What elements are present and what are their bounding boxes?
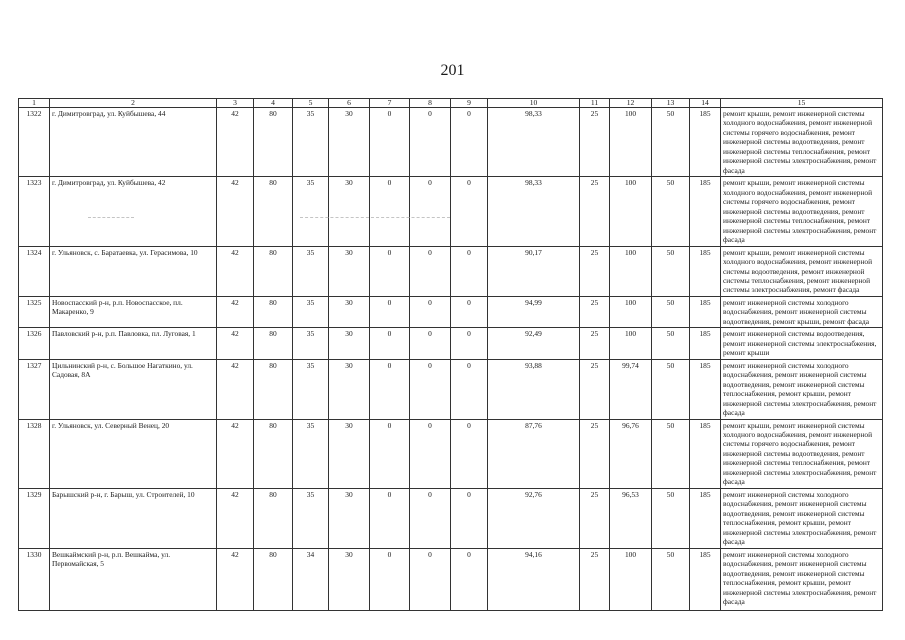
cell-col-4: 80 <box>254 296 293 327</box>
cell-col-11: 25 <box>580 246 610 296</box>
cell-col-12: 96,53 <box>610 488 652 548</box>
header-row <box>19 99 883 108</box>
cell-row-number: 1326 <box>19 328 50 359</box>
cell-col-12: 100 <box>610 246 652 296</box>
registry-table <box>18 98 883 611</box>
cell-col-8: 0 <box>410 177 451 246</box>
cell-col-8: 0 <box>410 246 451 296</box>
column-header: 8 <box>410 99 451 108</box>
cell-row-number: 1324 <box>19 246 50 296</box>
column-header: 12 <box>610 99 652 108</box>
cell-col-3: 42 <box>217 177 254 246</box>
cell-address: г. Ульяновск, с. Баратаевка, ул. Герасимова, 10 <box>50 246 217 296</box>
column-header: 10 <box>488 99 580 108</box>
cell-col-13: 50 <box>652 296 690 327</box>
cell-col-11: 25 <box>580 296 610 327</box>
cell-col-5: 35 <box>293 296 329 327</box>
scan-artifact-line <box>88 217 134 218</box>
scan-artifact-line <box>300 217 450 218</box>
cell-col-9: 0 <box>451 328 488 359</box>
cell-col-10: 90,17 <box>488 246 580 296</box>
cell-col-5: 35 <box>293 177 329 246</box>
cell-col-9: 0 <box>451 177 488 246</box>
cell-works-list: ремонт инженерной системы холодного водоснабжения, ремонт инженерной системы водоотведения, ремонт инженерной системы теплоснабжения, ремонт крыши, ремонт инженерной системы электроснабжения, ремонт фасада <box>721 548 883 610</box>
cell-col-5: 35 <box>293 488 329 548</box>
cell-col-12: 99,74 <box>610 359 652 419</box>
cell-works-list: ремонт инженерной системы холодного водоснабжения, ремонт инженерной системы водоотведения, ремонт инженерной системы теплоснабжения, ремонт крыши, ремонт инженерной системы электроснабжения, ремонт фасада <box>721 488 883 548</box>
cell-col-7: 0 <box>370 419 410 488</box>
column-header: 9 <box>451 99 488 108</box>
column-header: 15 <box>721 99 883 108</box>
cell-works-list: ремонт инженерной системы холодного водоснабжения, ремонт инженерной системы водоотведения, ремонт крыши, ремонт фасада <box>721 296 883 327</box>
column-header: 3 <box>217 99 254 108</box>
cell-works-list: ремонт крыши, ремонт инженерной системы холодного водоснабжения, ремонт инженерной системы водоотведения, ремонт инженерной системы теплоснабжения, ремонт инженерной системы электроснабжения, ремонт фасада <box>721 246 883 296</box>
cell-col-3: 42 <box>217 548 254 610</box>
cell-col-6: 30 <box>329 488 370 548</box>
cell-row-number: 1322 <box>19 108 50 177</box>
cell-col-11: 25 <box>580 108 610 177</box>
cell-col-3: 42 <box>217 419 254 488</box>
cell-col-3: 42 <box>217 328 254 359</box>
cell-col-6: 30 <box>329 296 370 327</box>
page-number: 201 <box>440 62 465 79</box>
cell-col-10: 98,33 <box>488 108 580 177</box>
cell-col-6: 30 <box>329 359 370 419</box>
cell-col-3: 42 <box>217 246 254 296</box>
cell-col-13: 50 <box>652 328 690 359</box>
cell-col-14: 185 <box>690 177 721 246</box>
column-header: 4 <box>254 99 293 108</box>
cell-col-14: 185 <box>690 488 721 548</box>
cell-col-11: 25 <box>580 177 610 246</box>
cell-col-5: 35 <box>293 359 329 419</box>
cell-col-3: 42 <box>217 488 254 548</box>
cell-col-12: 100 <box>610 296 652 327</box>
column-header: 1 <box>19 99 50 108</box>
cell-col-13: 50 <box>652 108 690 177</box>
cell-col-7: 0 <box>370 296 410 327</box>
cell-col-12: 100 <box>610 328 652 359</box>
cell-col-13: 50 <box>652 359 690 419</box>
cell-col-9: 0 <box>451 296 488 327</box>
cell-col-14: 185 <box>690 548 721 610</box>
table-row <box>19 548 883 610</box>
cell-row-number: 1327 <box>19 359 50 419</box>
cell-col-11: 25 <box>580 488 610 548</box>
cell-col-11: 25 <box>580 359 610 419</box>
cell-address: г. Димитровград, ул. Куйбышева, 44 <box>50 108 217 177</box>
cell-col-8: 0 <box>410 359 451 419</box>
table-row <box>19 359 883 419</box>
cell-address: Барышский р-н, г. Барыш, ул. Строителей, 10 <box>50 488 217 548</box>
column-header: 5 <box>293 99 329 108</box>
cell-row-number: 1330 <box>19 548 50 610</box>
cell-col-9: 0 <box>451 359 488 419</box>
cell-col-5: 35 <box>293 246 329 296</box>
cell-col-6: 30 <box>329 419 370 488</box>
table-row <box>19 419 883 488</box>
cell-col-7: 0 <box>370 359 410 419</box>
cell-col-6: 30 <box>329 177 370 246</box>
cell-col-13: 50 <box>652 246 690 296</box>
cell-col-7: 0 <box>370 328 410 359</box>
cell-col-3: 42 <box>217 296 254 327</box>
cell-col-12: 100 <box>610 548 652 610</box>
cell-col-12: 100 <box>610 108 652 177</box>
cell-col-7: 0 <box>370 488 410 548</box>
cell-row-number: 1325 <box>19 296 50 327</box>
cell-col-6: 30 <box>329 548 370 610</box>
cell-col-12: 100 <box>610 177 652 246</box>
cell-col-10: 92,49 <box>488 328 580 359</box>
cell-row-number: 1323 <box>19 177 50 246</box>
cell-address: г. Ульяновск, ул. Северный Венец, 20 <box>50 419 217 488</box>
cell-col-14: 185 <box>690 359 721 419</box>
cell-col-4: 80 <box>254 419 293 488</box>
cell-col-6: 30 <box>329 108 370 177</box>
cell-col-11: 25 <box>580 419 610 488</box>
cell-row-number: 1329 <box>19 488 50 548</box>
cell-col-4: 80 <box>254 359 293 419</box>
cell-col-5: 35 <box>293 419 329 488</box>
cell-col-6: 30 <box>329 328 370 359</box>
cell-col-4: 80 <box>254 548 293 610</box>
cell-col-8: 0 <box>410 548 451 610</box>
column-header: 6 <box>329 99 370 108</box>
cell-col-11: 25 <box>580 548 610 610</box>
cell-col-9: 0 <box>451 419 488 488</box>
table-row <box>19 108 883 177</box>
cell-col-8: 0 <box>410 296 451 327</box>
cell-col-10: 94,16 <box>488 548 580 610</box>
cell-col-6: 30 <box>329 246 370 296</box>
cell-col-7: 0 <box>370 548 410 610</box>
cell-col-8: 0 <box>410 419 451 488</box>
cell-col-13: 50 <box>652 488 690 548</box>
cell-col-14: 185 <box>690 328 721 359</box>
column-header: 11 <box>580 99 610 108</box>
cell-col-7: 0 <box>370 108 410 177</box>
cell-col-9: 0 <box>451 488 488 548</box>
cell-address: г. Димитровград, ул. Куйбышева, 42 <box>50 177 217 246</box>
cell-col-4: 80 <box>254 328 293 359</box>
cell-col-12: 96,76 <box>610 419 652 488</box>
cell-works-list: ремонт крыши, ремонт инженерной системы холодного водоснабжения, ремонт инженерной системы горячего водоснабжения, ремонт инженерной системы водоотведения, ремонт инженерной системы теплоснабжения, ремонт инженерной системы электроснабжения, ремонт фасада <box>721 419 883 488</box>
cell-works-list: ремонт инженерной системы водоотведения, ремонт инженерной системы электроснабжения, ремонт крыши <box>721 328 883 359</box>
table-body <box>19 108 883 611</box>
cell-col-10: 87,76 <box>488 419 580 488</box>
cell-col-4: 80 <box>254 488 293 548</box>
cell-col-13: 50 <box>652 548 690 610</box>
cell-col-10: 98,33 <box>488 177 580 246</box>
cell-address: Павловский р-н, р.п. Павловка, пл. Луговая, 1 <box>50 328 217 359</box>
cell-col-3: 42 <box>217 108 254 177</box>
cell-col-4: 80 <box>254 246 293 296</box>
cell-works-list: ремонт инженерной системы холодного водоснабжения, ремонт инженерной системы водоотведения, ремонт инженерной системы теплоснабжения, ремонт крыши, ремонт инженерной системы электроснабжения, ремонт фасада <box>721 359 883 419</box>
table-row <box>19 488 883 548</box>
cell-col-14: 185 <box>690 419 721 488</box>
cell-col-10: 92,76 <box>488 488 580 548</box>
cell-col-14: 185 <box>690 108 721 177</box>
cell-col-7: 0 <box>370 177 410 246</box>
cell-col-13: 50 <box>652 419 690 488</box>
cell-address: Новоспасский р-н, р.п. Новоспасское, пл. Макаренко, 9 <box>50 296 217 327</box>
cell-col-14: 185 <box>690 296 721 327</box>
column-header: 14 <box>690 99 721 108</box>
cell-col-8: 0 <box>410 108 451 177</box>
cell-col-4: 80 <box>254 177 293 246</box>
cell-col-10: 93,88 <box>488 359 580 419</box>
cell-col-4: 80 <box>254 108 293 177</box>
cell-col-7: 0 <box>370 246 410 296</box>
table-row <box>19 246 883 296</box>
table-row <box>19 296 883 327</box>
cell-works-list: ремонт крыши, ремонт инженерной системы холодного водоснабжения, ремонт инженерной системы горячего водоснабжения, ремонт инженерной системы водоотведения, ремонт инженерной системы теплоснабжения, ремонт инженерной системы электроснабжения, ремонт фасада <box>721 177 883 246</box>
table-row <box>19 328 883 359</box>
cell-col-3: 42 <box>217 359 254 419</box>
cell-col-8: 0 <box>410 328 451 359</box>
cell-col-5: 35 <box>293 108 329 177</box>
cell-address: Вешкаймский р-н, р.п. Вешкайма, ул. Первомайская, 5 <box>50 548 217 610</box>
cell-col-10: 94,99 <box>488 296 580 327</box>
cell-col-13: 50 <box>652 177 690 246</box>
cell-col-5: 35 <box>293 328 329 359</box>
column-header: 13 <box>652 99 690 108</box>
cell-row-number: 1328 <box>19 419 50 488</box>
cell-address: Цильнинский р-н, с. Большое Нагаткино, ул. Садовая, 8А <box>50 359 217 419</box>
cell-works-list: ремонт крыши, ремонт инженерной системы холодного водоснабжения, ремонт инженерной системы горячего водоснабжения, ремонт инженерной системы водоотведения, ремонт инженерной системы теплоснабжения, ремонт инженерной системы электроснабжения, ремонт фасада <box>721 108 883 177</box>
cell-col-11: 25 <box>580 328 610 359</box>
cell-col-9: 0 <box>451 246 488 296</box>
cell-col-5: 34 <box>293 548 329 610</box>
cell-col-9: 0 <box>451 108 488 177</box>
cell-col-8: 0 <box>410 488 451 548</box>
cell-col-14: 185 <box>690 246 721 296</box>
table-row <box>19 177 883 246</box>
cell-col-9: 0 <box>451 548 488 610</box>
column-header: 7 <box>370 99 410 108</box>
column-header: 2 <box>50 99 217 108</box>
